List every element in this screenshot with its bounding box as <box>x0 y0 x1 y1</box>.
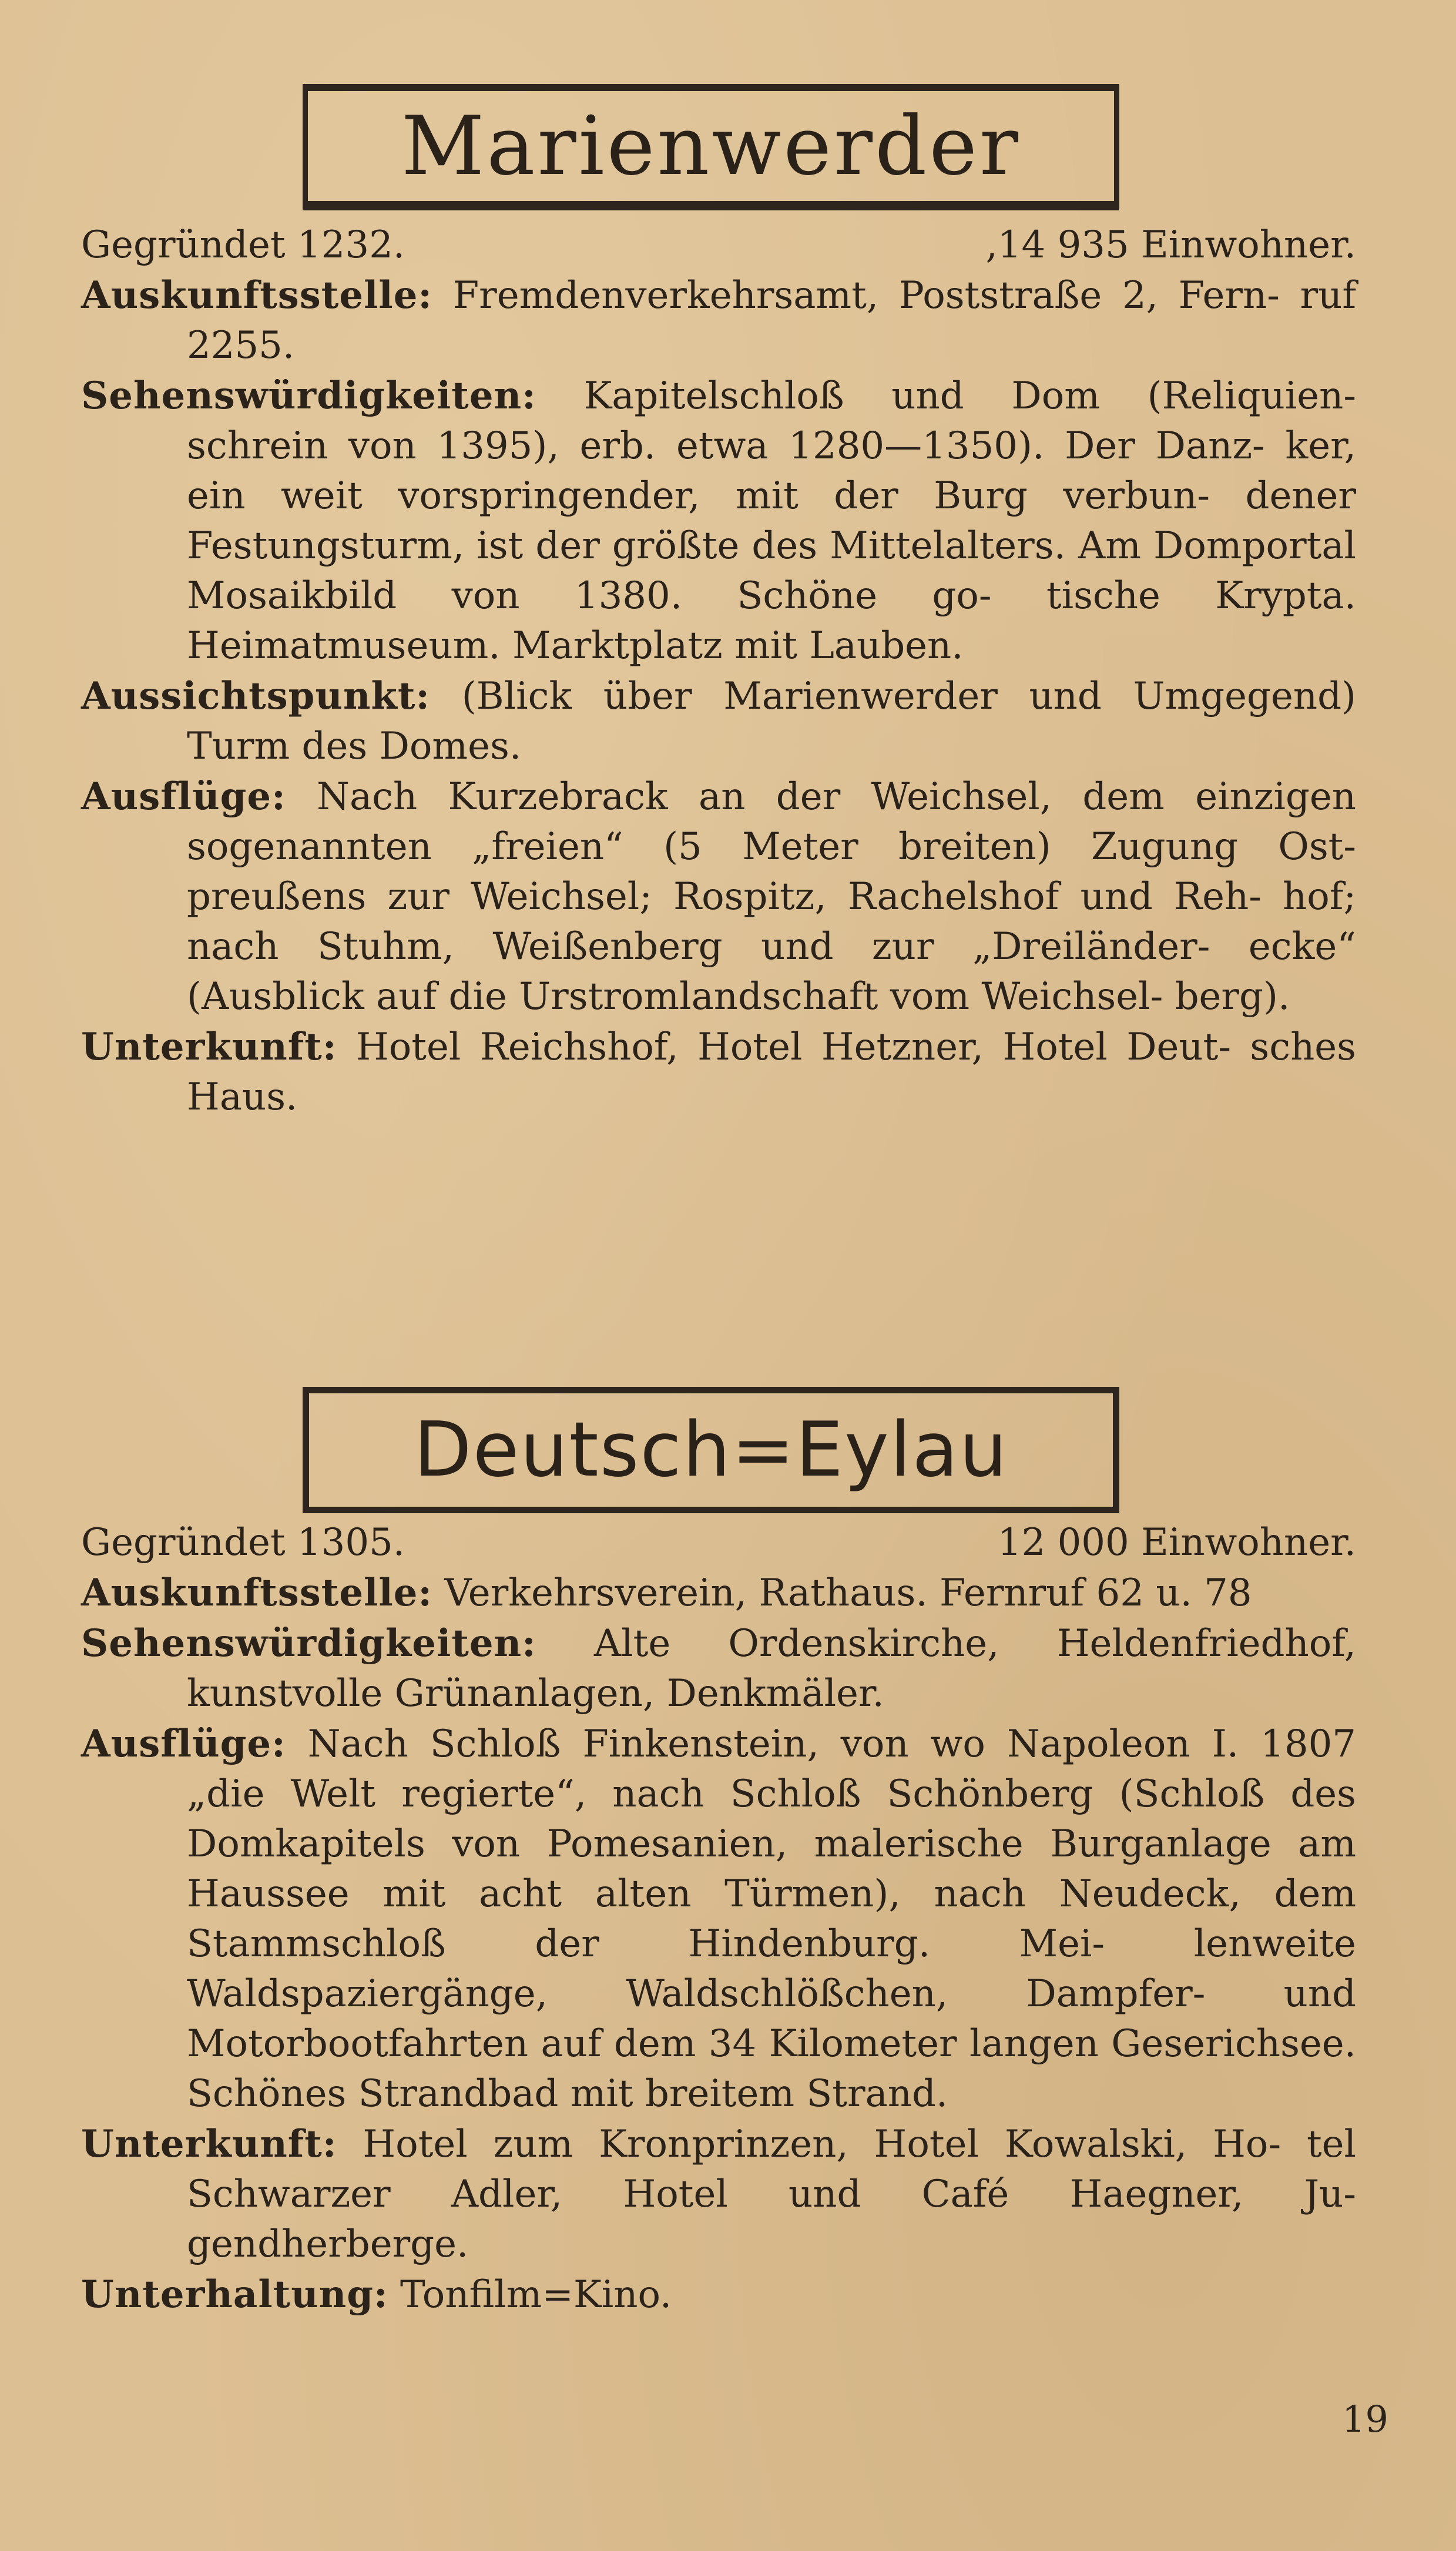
entertainment-text: Tonfilm=Kino. <box>400 2273 672 2317</box>
excursions-text: Nach Kurzebrack an der Weichsel, dem einzigen sogenannten „freien“ (5 Meter breiten) Zugung Ost- preußens zur Weichsel; Rospitz, Rachelshof und Reh- hof; nach Stuhm, Weißenberg und zur „Dreiländer- ecke“ (Ausblick auf die Urstromlandschaft vom Weichsel- berg). <box>187 775 1357 1018</box>
info-label: Auskunftsstelle: <box>81 273 433 317</box>
section-body-deutsch-eylau <box>81 1518 1356 2320</box>
section-body-marienwerder <box>81 220 1356 1122</box>
lodging-text: Hotel zum Kronprinzen, Hotel Kowalski, Ho- tel Schwarzer Adler, Hotel und Café Haegner, Ju- gendherberge. <box>187 2123 1357 2266</box>
sights-text: Kapitelschloß und Dom (Reliquien- schrein von 1395), erb. etwa 1280—1350). Der Danz- ker, ein weit vorspringender, mit der Burg verbun- dener Festungsturm, ist der größte des Mittelalters. Am Domportal Mosaikbild von 1380. Schöne go- tische Krypta. Heimatmuseum. Marktplatz mit Lauben. <box>187 374 1356 668</box>
info-paragraph <box>81 270 1356 371</box>
founded-text: Gegründet 1232. <box>81 223 405 267</box>
viewpoint-label: Aussichtspunkt: <box>81 674 430 718</box>
page-number: 19 <box>1342 2398 1388 2441</box>
sights-paragraph <box>81 1618 1356 1719</box>
lodging-paragraph <box>81 2119 1356 2270</box>
entertainment-label: Unterhaltung: <box>81 2272 388 2317</box>
section-title: Marienwerder <box>401 98 1021 193</box>
sights-text: Alte Ordenskirche, Heldenfriedhof, kunstvolle Grünanlagen, Denkmäler. <box>187 1622 1357 1715</box>
viewpoint-text: (Blick über Marienwerder und Umgegend) Turm des Domes. <box>187 675 1357 768</box>
excursions-text: Nach Schloß Finkenstein, von wo Napoleon I. 1807 „die Welt regierte“, nach Schloß Schönberg (Schloß des Domkapitels von Pomesanien, malerische Burganlage am Haussee mit acht alten Türmen), nach Neudeck, dem Stammschloß der Hindenburg. Mei- lenweite Waldspaziergänge, Waldschlößchen, Dampfer- und Motorbootfahrten auf dem 34 Kilometer langen Geserichsee. Schönes Strandbad mit breitem Strand. <box>187 1722 1357 2116</box>
population-text: 12 000 Einwohner. <box>997 1521 1356 1564</box>
viewpoint-paragraph <box>81 671 1356 772</box>
excursions-paragraph <box>81 1719 1356 2119</box>
sights-label: Sehenswürdigkeiten: <box>81 374 536 418</box>
info-paragraph <box>81 1568 1356 1618</box>
population-text: ,14 935 Einwohner. <box>985 223 1356 267</box>
info-label: Auskunftsstelle: <box>81 1571 433 1615</box>
entertainment-paragraph <box>81 2270 1356 2320</box>
info-text: Fremdenverkehrsamt, Poststraße 2, Fern- ruf 2255. <box>187 274 1357 367</box>
lodging-paragraph <box>81 1022 1356 1122</box>
excursions-label: Ausflüge: <box>81 1722 286 1766</box>
excursions-label: Ausflüge: <box>81 775 286 819</box>
section-title: Deutsch=Eylau <box>414 1406 1008 1494</box>
sights-paragraph <box>81 371 1356 671</box>
section-title-box <box>303 1387 1119 1513</box>
lodging-label: Unterkunft: <box>81 1025 337 1069</box>
excursions-paragraph <box>81 772 1356 1022</box>
section-title-box <box>303 84 1119 210</box>
lodging-label: Unterkunft: <box>81 2122 337 2166</box>
header-row <box>81 220 1356 270</box>
lodging-text: Hotel Reichshof, Hotel Hetzner, Hotel Deut- sches Haus. <box>187 1025 1357 1119</box>
info-text: Verkehrsverein, Rathaus. Fernruf 62 u. 78 <box>444 1571 1252 1615</box>
header-row <box>81 1518 1356 1568</box>
sights-label: Sehenswürdigkeiten: <box>81 1621 536 1665</box>
founded-text: Gegründet 1305. <box>81 1521 405 1564</box>
